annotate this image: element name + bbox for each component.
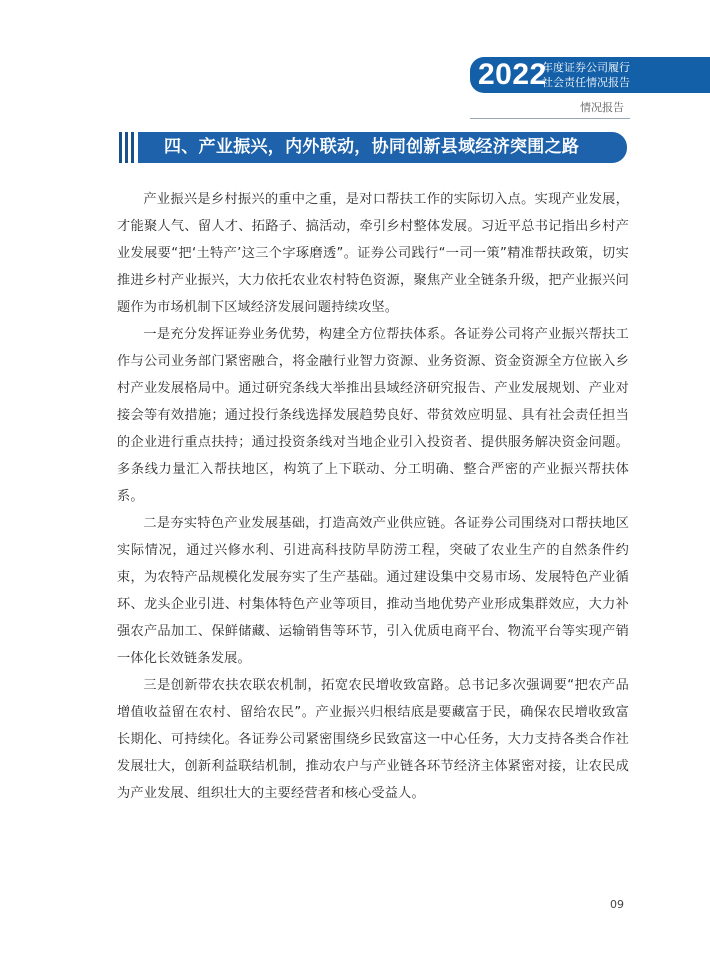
article-body [117,186,629,807]
paragraph-industry-foundation: 二是夯实特色产业发展基础，打造高效产业供应链。各证券公司围绕对口帮扶地区实际情况，通过兴修水利、引进高科技防旱防涝工程，突破了农业生产的自然条件约束，为农特产品规模化发展夯实了生产基础。通过建设集中交易市场、发展特色产业循环、龙头企业引进、村集体特色产业等项目，推动当地优势产业形成集群效应，大力补强农产品加工、保鲜储藏、运输销售等环节，引入优质电商平台、物流平台等实现产销一体化长效链条发展。 [117,516,629,666]
report-subtitle: 情况报告 [580,101,624,114]
report-title-line1: 年度证券公司履行 [542,61,630,74]
paragraph-intro: 产业振兴是乡村振兴的重中之重，是对口帮扶工作的实际切入点。实现产业发展，才能聚人气、留人才、拓路子、搞活动，牵引乡村整体发展。习近平总书记指出乡村产业发展要“把‘土特产’这三个字琢磨透”。证券公司践行“一司一策”精准帮扶政策，切实推进乡村产业振兴，大力依托农业农村特色资源，聚焦产业全链条升级，把产业振兴问题作为市场机制下区域经济发展问题持续攻坚。 [117,192,629,315]
section-heading-bar [138,132,627,163]
paragraph-securities-advantage: 一是充分发挥证券业务优势，构建全方位帮扶体系。各证券公司将产业振兴帮扶工作与公司业务部门紧密融合，将金融行业智力资源、业务资源、资金资源全方位嵌入乡村产业发展格局中。通过研究条线大举推出县域经济研究报告、产业发展规划、产业对接会等有效措施；通过投行条线选择发展趋势良好、带贫效应明显、具有社会责任担当的企业进行重点扶持；通过投资条线对当地企业引入投资者、提供服务解决资金问题。多条线力量汇入帮扶地区，构筑了上下联动、分工明确、整合严密的产业振兴帮扶体系。 [117,327,629,504]
report-title [542,60,630,90]
section-heading [119,132,627,163]
report-year: 2022 [478,58,547,91]
header-divider [470,118,630,119]
section-title: 四、产业振兴，内外联动，协同创新县域经济突围之路 [164,137,580,157]
report-header-badge [470,57,710,93]
paragraph-farmer-mechanism: 三是创新带农扶农联农机制，拓宽农民增收致富路。总书记多次强调要“把农产品增值收益留在农村、留给农民”。产业振兴归根结底是要藏富于民，确保农民增收致富长期化、可持续化。各证券公司紧密围绕乡民致富这一中心任务，大力支持各类合作社发展壮大，创新利益联结机制，推动农户与产业链各环节经济主体紧密对接，让农民成为产业发展、组织壮大的主要经营者和核心受益人。 [117,678,629,801]
page-number: 09 [610,898,624,911]
report-title-line2: 社会责任情况报告 [542,76,630,89]
